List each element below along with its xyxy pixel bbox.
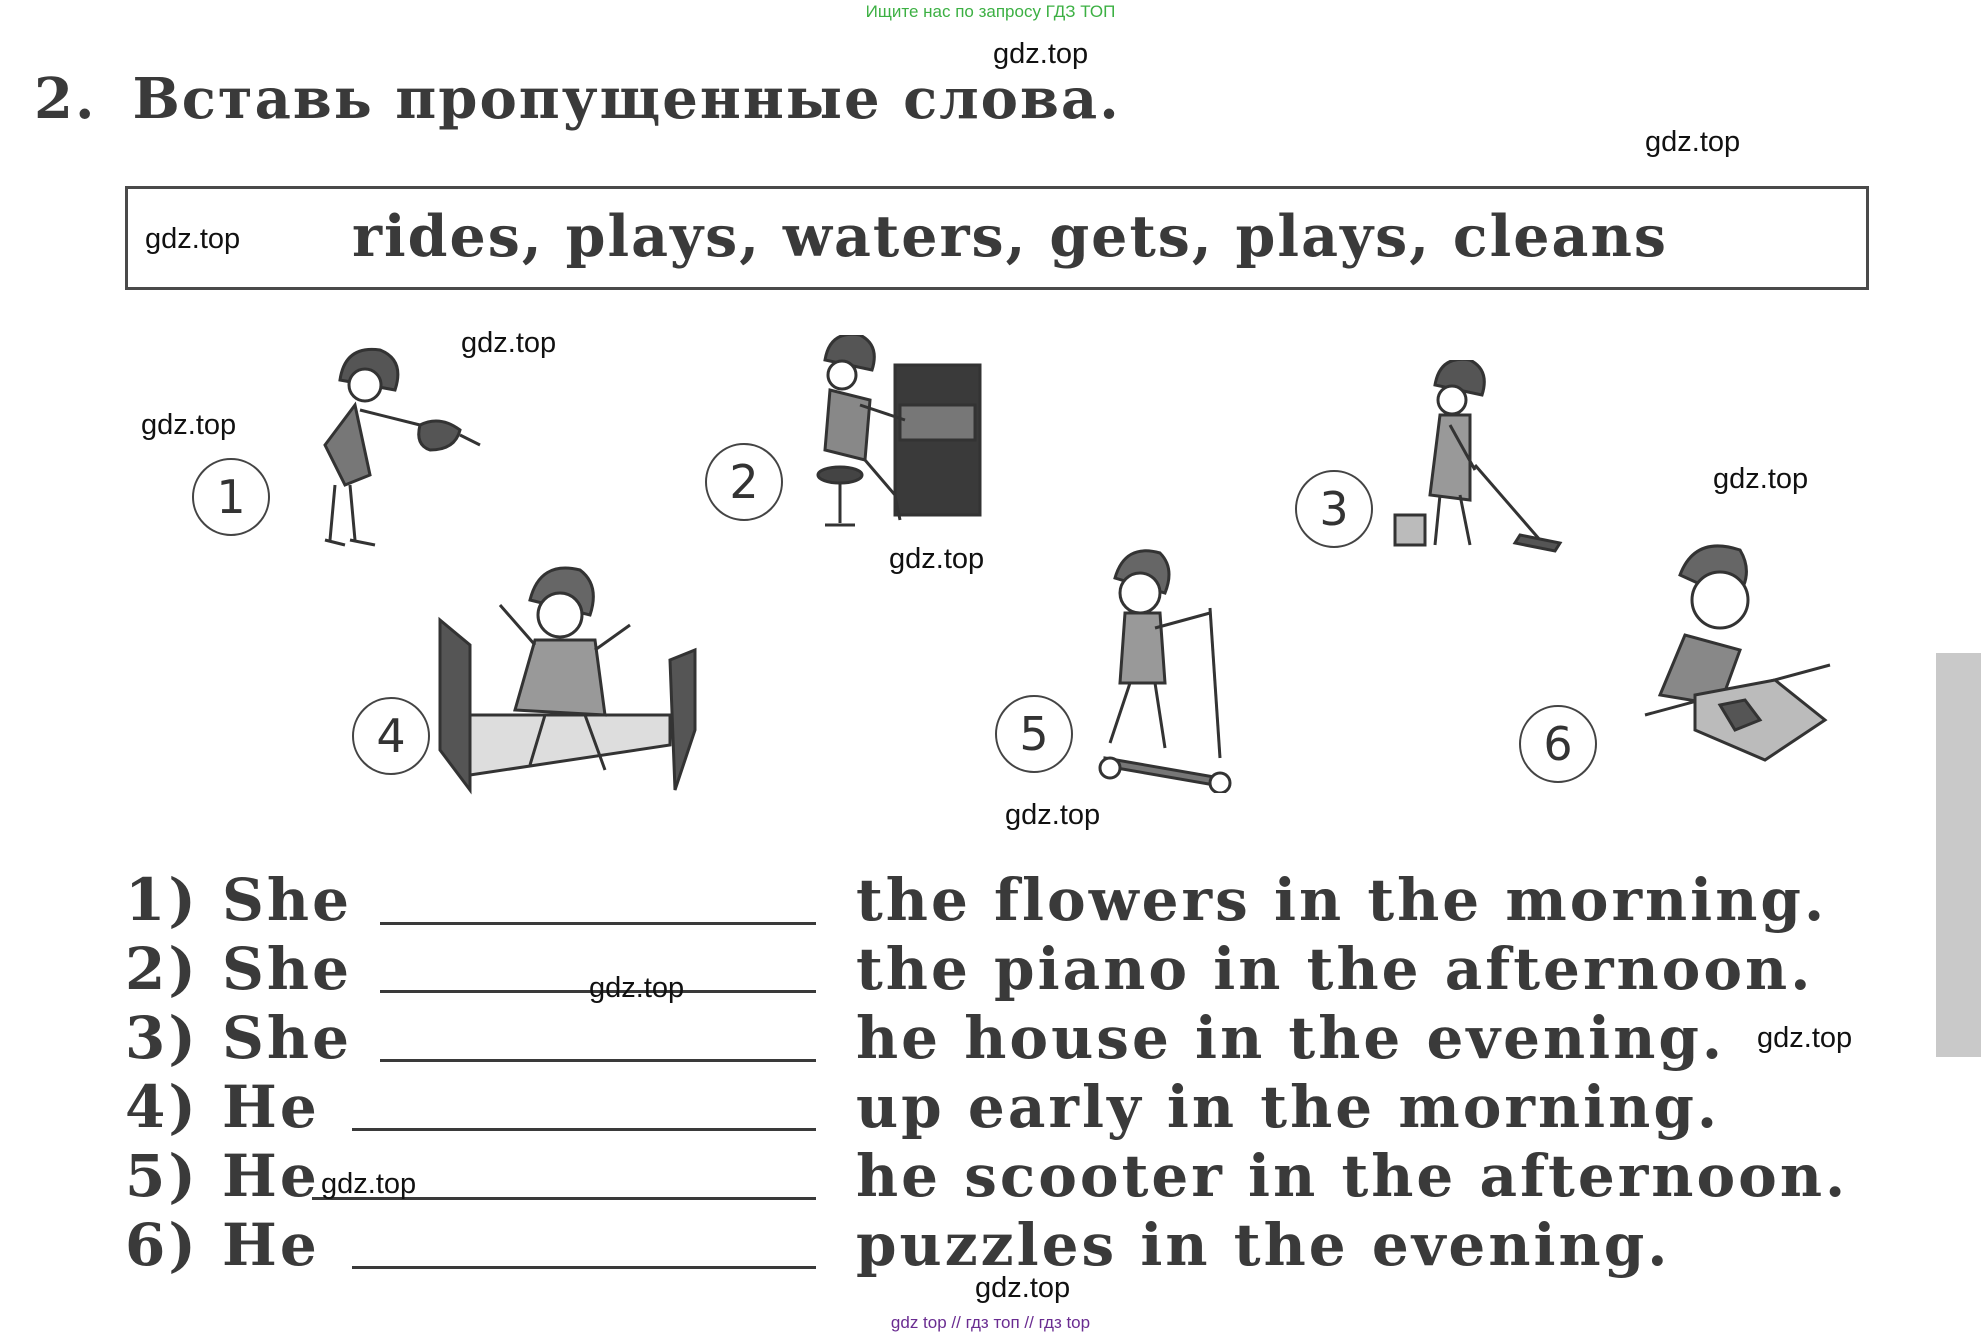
sentence-number: 4)	[125, 1073, 199, 1141]
answer-blank-1[interactable]	[380, 922, 816, 925]
watermark: gdz.top	[145, 223, 241, 255]
watermark: gdz.top	[1713, 463, 1809, 495]
sentence-5	[125, 1142, 320, 1210]
boy-doing-puzzle-icon	[1640, 540, 1835, 770]
sentence-1	[125, 866, 352, 934]
watermark: gdz.top	[975, 1272, 1071, 1304]
word-bank: rides, plays, waters, gets, plays, cleans	[352, 203, 1668, 270]
answer-blank-4[interactable]	[352, 1128, 816, 1131]
sentence-3	[125, 1004, 352, 1072]
boy-getting-up-from-bed-icon	[435, 565, 705, 795]
sentence-subject: She	[222, 935, 352, 1003]
sentence-number: 3)	[125, 1004, 199, 1072]
sentence-4	[125, 1073, 320, 1141]
answer-blank-3[interactable]	[380, 1059, 816, 1062]
watermark: gdz.top	[589, 972, 685, 1004]
picture-number-1: 1	[192, 458, 270, 536]
watermark: gdz.top	[889, 543, 985, 575]
picture-number-6: 6	[1519, 705, 1597, 783]
exercise-title	[34, 66, 1121, 132]
watermark: gdz.top	[993, 38, 1089, 70]
sentence-rest-4: up early in the morning.	[856, 1073, 1721, 1141]
sentence-subject: She	[222, 1004, 352, 1072]
sentence-rest-1: the flowers in the morning.	[856, 866, 1828, 934]
girl-cleaning-floor-icon	[1390, 360, 1575, 560]
watermark: gdz.top	[1005, 799, 1101, 831]
sentence-rest-3: he house in the evening.	[856, 1004, 1726, 1072]
footer-links[interactable]: gdz top // гдз топ // гдз top	[890, 1313, 1091, 1332]
sentence-subject: He	[222, 1142, 320, 1210]
sentence-number: 2)	[125, 935, 199, 1003]
watermark: gdz.top	[1645, 126, 1741, 158]
watermark: gdz.top	[141, 409, 237, 441]
exercise-number: 2.	[34, 66, 97, 132]
watermark: gdz.top	[461, 327, 557, 359]
sentence-number: 5)	[125, 1142, 199, 1210]
picture-number-5: 5	[995, 695, 1073, 773]
picture-number-4: 4	[352, 697, 430, 775]
boy-riding-scooter-icon	[1090, 548, 1240, 793]
page-edge-tab	[1936, 653, 1981, 1057]
sentence-number: 1)	[125, 866, 199, 934]
picture-number-2: 2	[705, 443, 783, 521]
sentence-rest-2: the piano in the afternoon.	[856, 935, 1814, 1003]
sentence-rest-5: he scooter in the afternoon.	[856, 1142, 1849, 1210]
watermark: gdz.top	[1757, 1022, 1853, 1054]
sentence-subject: He	[222, 1073, 320, 1141]
watermark: gdz.top	[321, 1168, 417, 1200]
top-banner: Ищите нас по запросу ГДЗ ТОП	[865, 2, 1116, 21]
exercise-instruction: Вставь пропущенные слова.	[132, 66, 1121, 132]
sentence-2	[125, 935, 352, 1003]
sentence-rest-6: puzzles in the evening.	[856, 1211, 1671, 1279]
sentence-subject: She	[222, 866, 352, 934]
girl-playing-piano-icon	[800, 335, 985, 535]
sentence-subject: He	[222, 1211, 320, 1279]
answer-blank-6[interactable]	[352, 1266, 816, 1269]
picture-number-3: 3	[1295, 470, 1373, 548]
sentence-number: 6)	[125, 1211, 199, 1279]
sentence-6	[125, 1211, 320, 1279]
girl-watering-flowers-icon	[280, 340, 490, 552]
